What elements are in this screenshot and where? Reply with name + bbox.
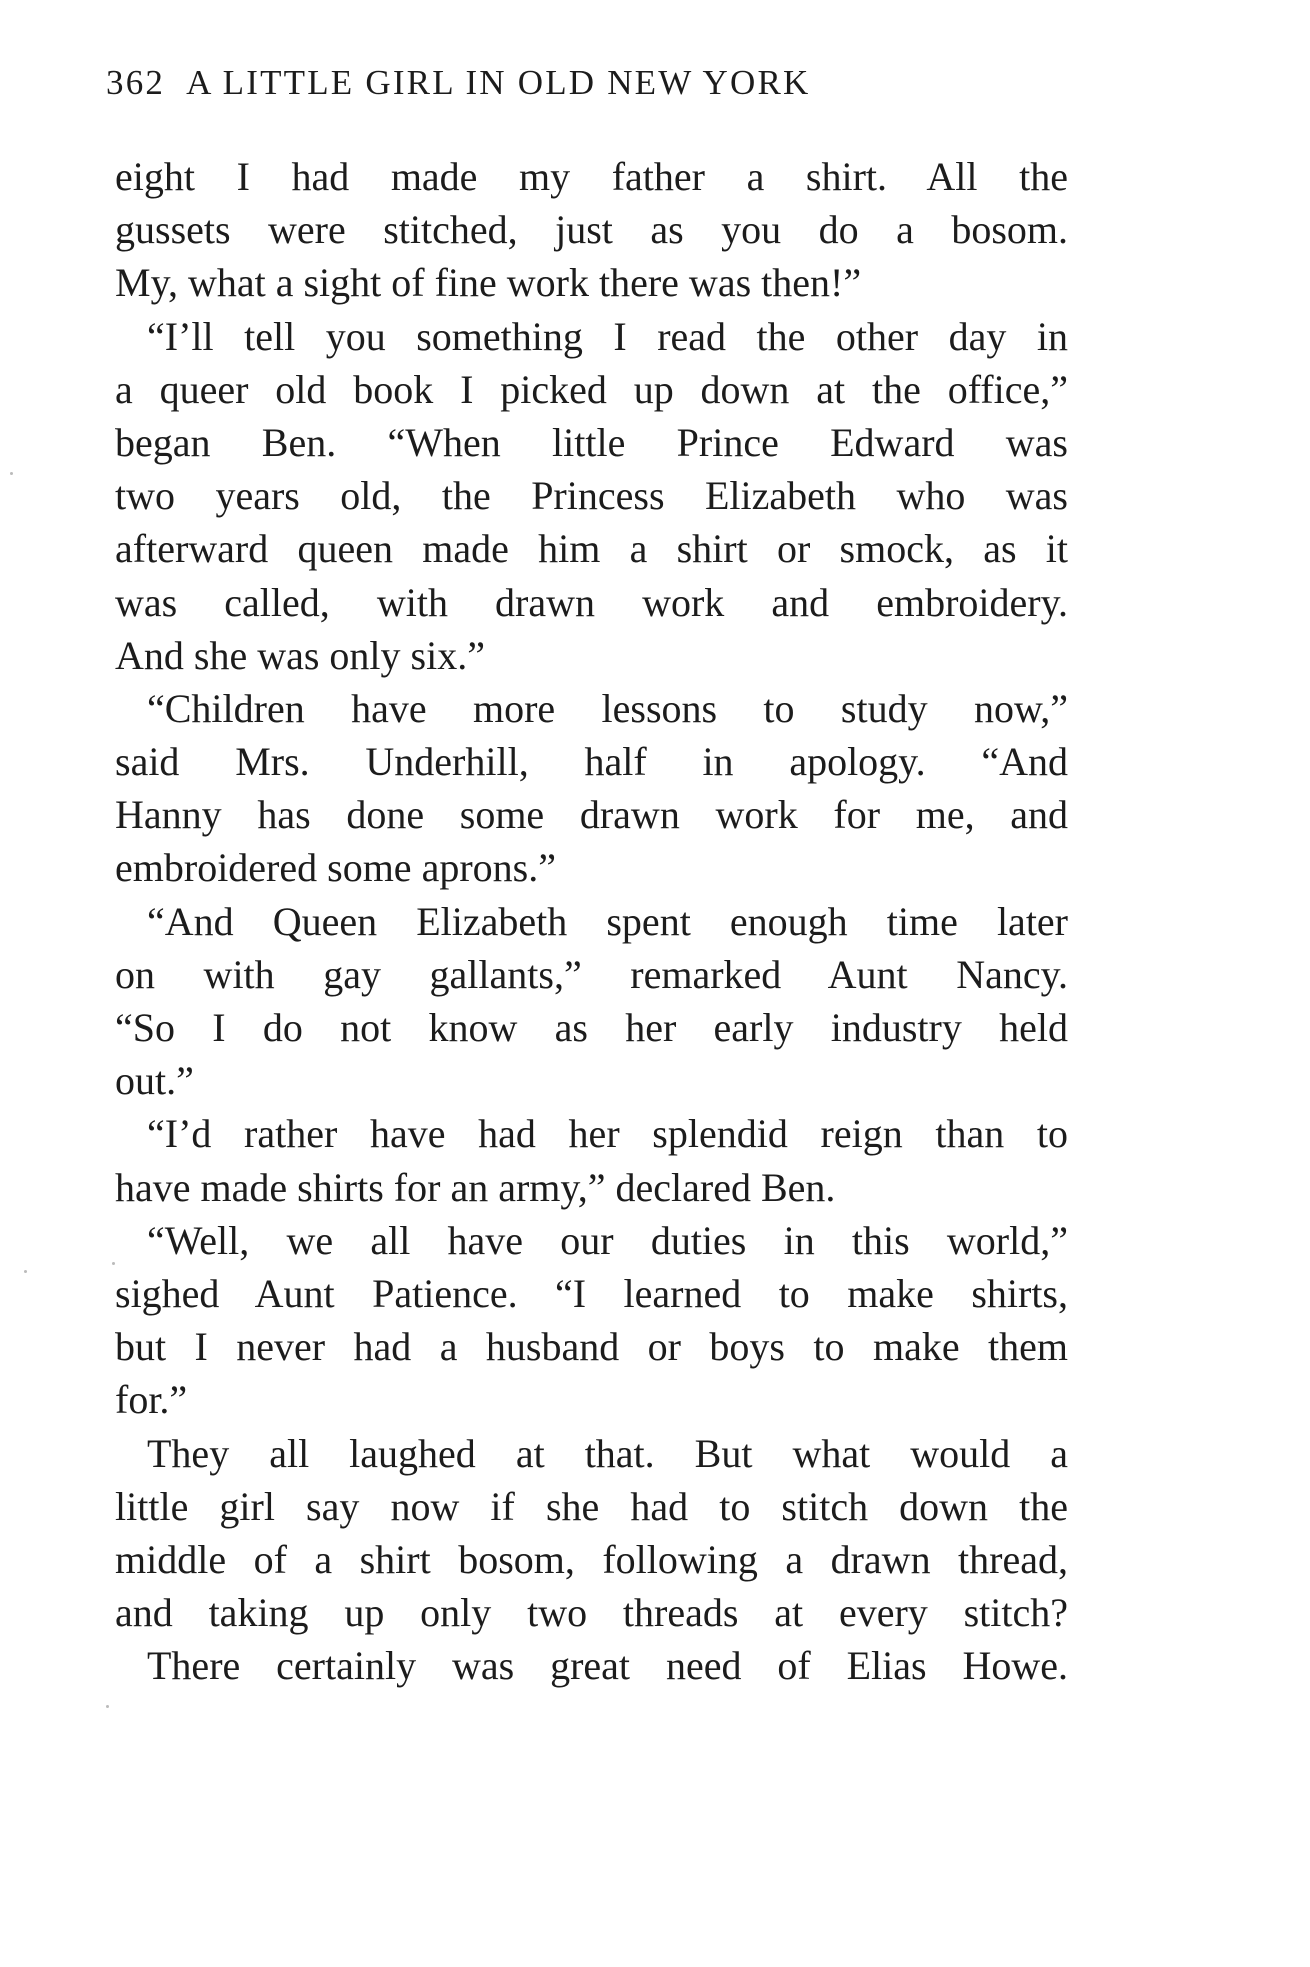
- text-line: And she was only six.”: [115, 632, 485, 678]
- text-line: “Children have more lessons to study now,”: [147, 685, 1068, 731]
- text-line: “And Queen Elizabeth spent enough time later: [147, 898, 1068, 944]
- page-number: 362: [106, 63, 166, 102]
- text-line: “I’d rather have had her splendid reign than to: [147, 1111, 1068, 1157]
- text-line: afterward queen made him a shirt or smock, as it: [115, 526, 1068, 572]
- text-line: have made shirts for an army,” declared Ben.: [115, 1164, 836, 1210]
- text-line: two years old, the Princess Elizabeth who was: [115, 473, 1068, 519]
- text-line: “So I do not know as her early industry held: [115, 1005, 1068, 1050]
- text-line: gussets were stitched, just as you do a bosom.: [115, 207, 1068, 253]
- paper-speck: [24, 1270, 27, 1273]
- running-title: A LITTLE GIRL IN OLD NEW YORK: [186, 63, 811, 102]
- text-line: a queer old book I picked up down at the office,”: [115, 366, 1068, 412]
- body-text: [115, 150, 1068, 1692]
- text-line: sighed Aunt Patience. “I learned to make shirts,: [115, 1270, 1068, 1316]
- text-line: My, what a sight of fine work there was then!”: [115, 260, 862, 306]
- text-line: middle of a shirt bosom, following a drawn thread,: [115, 1536, 1068, 1582]
- text-line: They all laughed at that. But what would a: [147, 1430, 1068, 1476]
- text-line: for.”: [115, 1377, 188, 1423]
- text-line: embroidered some aprons.”: [115, 845, 556, 891]
- text-line: “I’ll tell you something I read the other day in: [147, 313, 1068, 359]
- text-line: was called, with drawn work and embroidery.: [115, 579, 1068, 625]
- text-line: eight I had made my father a shirt. All the: [115, 154, 1068, 199]
- running-head: [106, 58, 1066, 108]
- text-line: began Ben. “When little Prince Edward was: [115, 419, 1068, 465]
- text-line: There certainly was great need of Elias Howe.: [147, 1643, 1068, 1689]
- text-line: Hanny has done some drawn work for me, and: [115, 792, 1068, 838]
- paper-speck: [106, 1705, 109, 1708]
- paper-speck: [112, 1262, 115, 1265]
- text-line: but I never had a husband or boys to make them: [115, 1324, 1068, 1370]
- text-line: little girl say now if she had to stitch down the: [115, 1483, 1068, 1529]
- text-line: “Well, we all have our duties in this world,”: [147, 1217, 1068, 1263]
- text-line: out.”: [115, 1058, 194, 1104]
- text-line: and taking up only two threads at every stitch?: [115, 1590, 1068, 1636]
- text-line: said Mrs. Underhill, half in apology. “And: [115, 739, 1068, 785]
- text-line: on with gay gallants,” remarked Aunt Nancy.: [115, 951, 1068, 997]
- paper-speck: [10, 472, 13, 475]
